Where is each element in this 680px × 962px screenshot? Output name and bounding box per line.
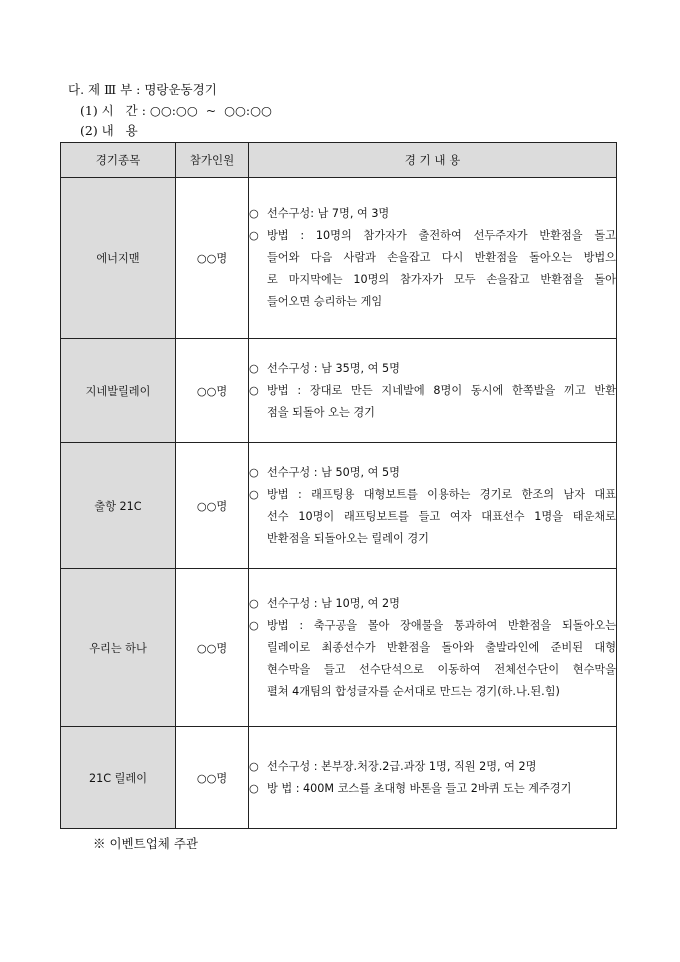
bullet-circle-icon: ○ [249,361,259,375]
time-line: (1) 시 간 : ○○:○○ ~ ○○:○○ [80,103,272,118]
bullet-text: 방 법 : 400M 코스를 초대형 바톤을 들고 2바퀴 도는 계주경기 [267,781,572,795]
description-continuation: 반환점을 되돌아오는 릴레이 경기 [267,531,429,545]
event-name: 출항 21C [61,443,176,569]
header-content: 경 기 내 용 [249,143,617,178]
bullet-text: 방법 : 축구공을 몰아 장애물을 통과하여 반환점을 되돌아오는 [267,618,616,632]
bullet-circle-icon: ○ [249,229,259,242]
description-continuation: 점을 되돌아 오는 경기 [267,405,375,419]
section-title: 다. 제 Ⅲ 부 : 명랑운동경기 [68,82,217,97]
header-count: 참가인원 [176,143,249,178]
event-name: 우리는 하나 [61,569,176,727]
bullet-circle-icon: ○ [249,596,259,610]
event-description [249,178,617,339]
description-bullet [249,462,616,484]
description-bullet [249,756,616,778]
description-bullet [249,380,616,402]
bullet-circle-icon: ○ [249,781,259,795]
description-bullet [249,225,616,247]
participant-count: ○○명 [176,443,249,569]
description-continuation: 릴레이로 최종선수가 반환점을 돌아와 출발라인에 준비된 대형 [267,640,616,654]
table-row [61,339,617,443]
table-header-row [61,143,617,178]
bullet-text: 선수구성 : 남 50명, 여 5명 [267,465,400,479]
event-description [249,727,617,829]
event-description [249,569,617,727]
event-description [249,339,617,443]
description-bullet [249,778,616,800]
bullet-circle-icon: ○ [249,207,259,220]
bullet-text: 방법 : 장대로 만든 지네발에 8명이 동시에 한쪽발을 끼고 반환 [267,383,616,397]
bullet-text: 선수구성: 남 7명, 여 3명 [267,207,390,220]
description-bullet [249,615,616,637]
content-line: (2) 내 용 [80,123,138,138]
events-table [60,142,617,829]
table-row [61,727,617,829]
description-continuation: 들어와 다음 사람과 손을잡고 다시 반환점을 돌아오는 방법으 [267,251,616,264]
event-description [249,443,617,569]
bullet-text: 선수구성 : 남 10명, 여 2명 [267,596,400,610]
bullet-circle-icon: ○ [249,618,259,632]
description-continuation: 현수막을 들고 선수단석으로 이동하여 전체선수단이 현수막을 [267,662,616,676]
bullet-text: 방법 : 10명의 참가자가 출전하여 선두주자가 반환점을 돌고 [267,229,616,242]
participant-count: ○○명 [176,569,249,727]
table-row [61,443,617,569]
bullet-circle-icon: ○ [249,465,259,479]
bullet-circle-icon: ○ [249,383,259,397]
description-bullet [249,203,616,225]
bullet-circle-icon: ○ [249,759,259,773]
table-row [61,569,617,727]
event-name: 지네발릴레이 [61,339,176,443]
bullet-text: 선수구성 : 남 35명, 여 5명 [267,361,400,375]
header-event: 경기종목 [61,143,176,178]
bullet-text: 방법 : 래프팅용 대형보트를 이용하는 경기로 한조의 남자 대표 [267,487,616,501]
participant-count: ○○명 [176,727,249,829]
footnote: ※ 이벤트업체 주관 [93,836,198,851]
participant-count: ○○명 [176,339,249,443]
bullet-text: 선수구성 : 본부장.처장.2급.과장 1명, 직원 2명, 여 2명 [267,759,537,773]
description-continuation: 선수 10명이 래프팅보트를 들고 여자 대표선수 1명을 태운채로 [267,509,616,523]
description-continuation: 펼쳐 4개팀의 합성글자를 순서대로 만드는 경기(하.나.된.힘) [267,684,560,698]
description-bullet [249,593,616,615]
description-bullet [249,358,616,380]
event-name: 에너지맨 [61,178,176,339]
participant-count: ○○명 [176,178,249,339]
event-name: 21C 릴레이 [61,727,176,829]
bullet-circle-icon: ○ [249,487,259,501]
description-continuation: 들어오면 승리하는 게임 [267,295,383,308]
table-row [61,178,617,339]
description-continuation: 로 마지막에는 10명의 참가자가 모두 손을잡고 반환점을 돌아 [267,273,616,286]
description-bullet [249,484,616,506]
